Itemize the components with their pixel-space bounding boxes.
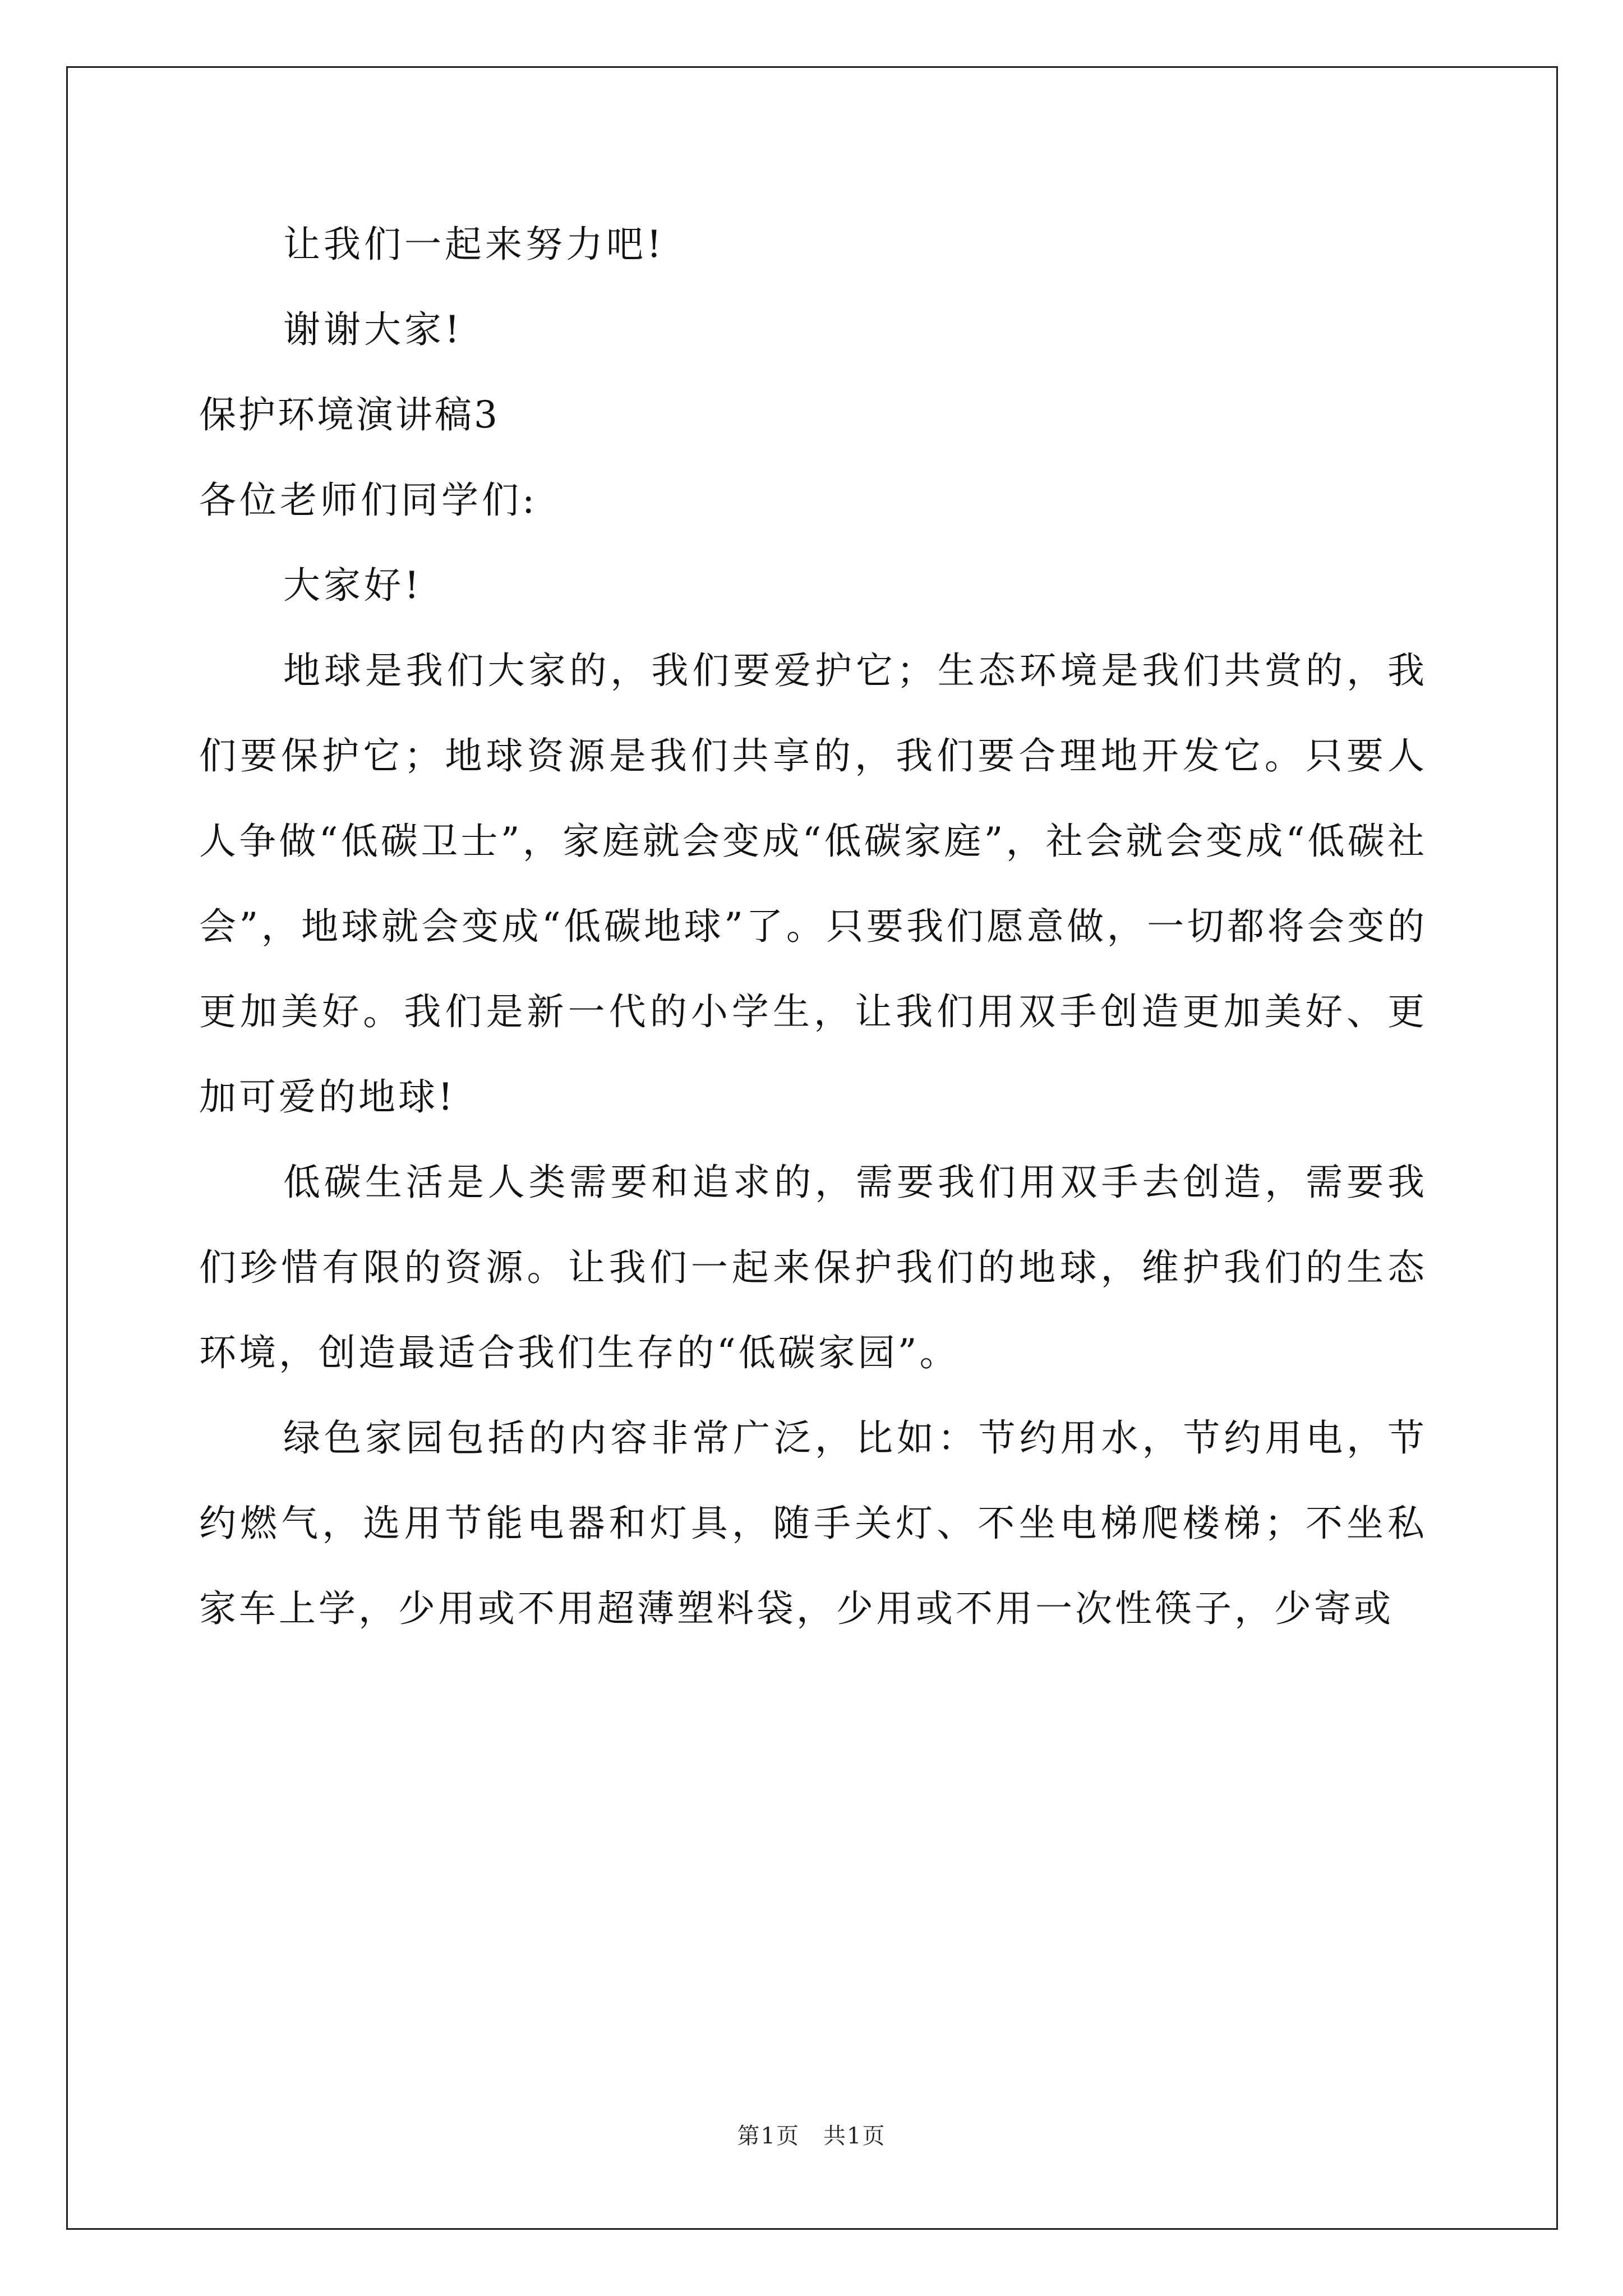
page-number-footer: 第1页 共1页 [737, 2123, 886, 2149]
closing-line: 让我们一起来努力吧! [283, 223, 665, 266]
greeting: 大家好! [283, 564, 423, 607]
paragraph: 地球是我们大家的，我们要爱护它；生态环境是我们共赏的，我们要保护它；地球资源是我们共享的，我们要合理地开发它。只要人人争做“低碳卫士”，家庭就会变成“低碳家庭”，社会就会变成“低碳社会”，地球就会变成“低碳地球”了。只要我们愿意做，一切都将会变的更加美好。我们是新一代的小学生，让我们用双手创造更加美好、更加可爱的地球! [199, 649, 1427, 1119]
paragraph: 低碳生活是人类需要和追求的，需要我们用双手去创造，需要我们珍惜有限的资源。让我们一起来保护我们的地球，维护我们的生态环境，创造最适合我们生存的“低碳家园”。 [199, 1161, 1427, 1374]
section-title: 保护环境演讲稿3 [199, 393, 500, 436]
document-body [199, 202, 1427, 1651]
thanks-line: 谢谢大家! [283, 308, 463, 351]
paragraph: 绿色家园包括的内容非常广泛，比如：节约用水，节约用电，节约燃气，选用节能电器和灯具，随手关灯、不坐电梯爬楼梯；不坐私家车上学，少用或不用超薄塑料袋，少用或不用一次性筷子，少寄或 [199, 1416, 1427, 1630]
salutation: 各位老师们同学们: [199, 478, 538, 522]
